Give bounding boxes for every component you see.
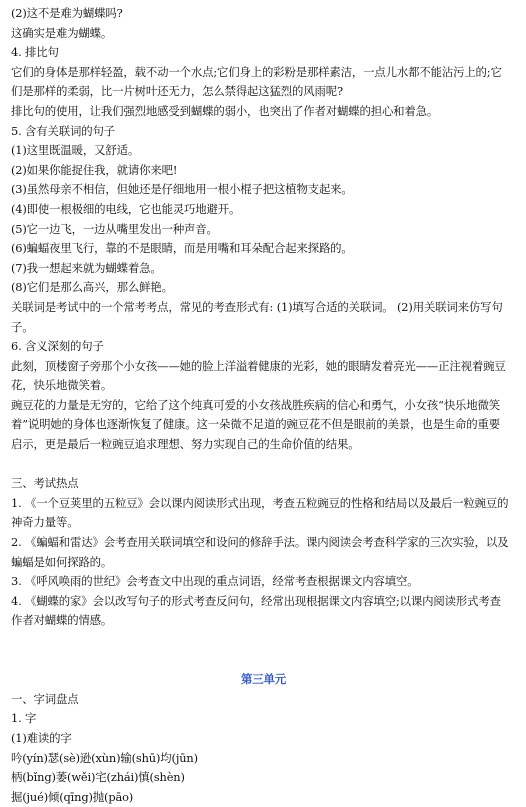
text-line: 掘(jué)倾(qīng)抛(pāo) bbox=[11, 789, 134, 804]
text-line: (4)即使一根极细的电线，它也能灵巧地避开。 bbox=[11, 201, 241, 216]
text-line: 1. 《一个豆荚里的五粒豆》会以课内阅读形式出现，考查五粒豌豆的性格和结局以及最后一粒豌豆的 bbox=[11, 495, 509, 510]
text-line: 蝙蝠是如何探路的。 bbox=[11, 554, 113, 569]
text-line: 它们的身体是那样轻盈，载不动一个水点;它们身上的彩粉是那样素洁，一点儿水都不能沾污上的;它 bbox=[11, 64, 502, 79]
text-line: 花，快乐地微笑着。 bbox=[11, 378, 113, 393]
text-line: (2)如果你能捉住我，就请你来吧! bbox=[11, 162, 178, 177]
text-line: 豌豆花的力量是无穷的，它给了这个纯真可爱的小女孩战胜疾病的信心和勇气，小女孩“快乐地微笑 bbox=[11, 397, 501, 412]
text-line: (2)这不是难为蝴蝶吗? bbox=[11, 6, 123, 20]
blank-line bbox=[11, 631, 516, 651]
text-line: (1)难读的字 bbox=[11, 730, 72, 745]
text-line: (6)蝙蝠夜里飞行，靠的不是眼睛，而是用嘴和耳朵配合起来探路的。 bbox=[11, 241, 353, 256]
text-line: 们是那样的柔弱，比一片树叶还无力，怎么禁得起这猛烈的风雨呢? bbox=[11, 84, 343, 99]
unit-title: 第三单元 bbox=[241, 672, 286, 687]
text-line: 神奇力量等。 bbox=[11, 515, 79, 530]
text-line: (5)它一边飞，一边从嘴里发出一种声音。 bbox=[11, 221, 218, 236]
section-heading: 5. 含有关联词的句子 bbox=[11, 123, 115, 138]
section-heading: 三、考试热点 bbox=[11, 476, 79, 491]
text-line: 此刻，顶楼窗子旁那个小女孩——她的脸上洋溢着健康的光彩，她的眼睛发着亮光——正注视着豌豆 bbox=[11, 358, 506, 373]
text-line: 2. 《蝙蝠和雷达》会考查用关联词填空和设问的修辞手法。课内阅读会考查科学家的三次实验，以及 bbox=[11, 535, 509, 550]
text-line: 关联词是考试中的一个常考考点，常见的考查形式有: (1)填写合适的关联词。 (2)用关联词来仿写句 bbox=[11, 299, 503, 314]
text-line: 4. 《蝴蝶的家》会以改写句子的形式考查反问句，经常出现根据课文内容填空;以课内阅读形式考查 bbox=[11, 593, 501, 608]
text-line: 作者对蝴蝶的情感。 bbox=[11, 613, 113, 628]
text-line: (3)虽然母亲不相信，但她还是仔细地用一根小棍子把这植物支起来。 bbox=[11, 182, 353, 197]
text-line: 吟(yín)瑟(sè)逊(xùn)输(shū)均(jūn) bbox=[11, 750, 198, 765]
blank-line bbox=[11, 455, 516, 475]
text-line: (7)我一想起来就为蝴蝶着急。 bbox=[11, 260, 162, 275]
text-line: 子。 bbox=[11, 319, 34, 334]
section-heading: 4. 排比句 bbox=[11, 45, 59, 60]
text-line: (1)这里既温暖，又舒适。 bbox=[11, 143, 140, 158]
section-heading: 一、字词盘点 bbox=[11, 691, 79, 706]
blank-line bbox=[11, 651, 516, 671]
text-line: 1. 字 bbox=[11, 711, 37, 726]
text-line: 3. 《呼风唤雨的世纪》会考查文中出现的重点词语，经常考查根据课文内容填空。 bbox=[11, 574, 419, 589]
text-line: 柄(bǐng)萎(wěi)宅(zhái)慎(shèn) bbox=[11, 770, 185, 785]
text-line: 这确实是难为蝴蝶。 bbox=[11, 25, 113, 40]
section-heading: 6. 含义深刻的句子 bbox=[11, 339, 104, 354]
text-line: 着”说明她的身体也逐渐恢复了健康。这一朵微不足道的豌豆花不但是眼前的美景，也是生命的重要 bbox=[11, 417, 501, 432]
text-line: (8)它们是那么高兴，那么鲜艳。 bbox=[11, 280, 173, 295]
text-line: 排比句的使用，让我们强烈地感受到蝴蝶的弱小，也突出了作者对蝴蝶的担心和着急。 bbox=[11, 103, 439, 118]
text-line: 启示，更是最后一粒豌豆追求理想、努力实现自己的生命价值的结果。 bbox=[11, 437, 360, 452]
